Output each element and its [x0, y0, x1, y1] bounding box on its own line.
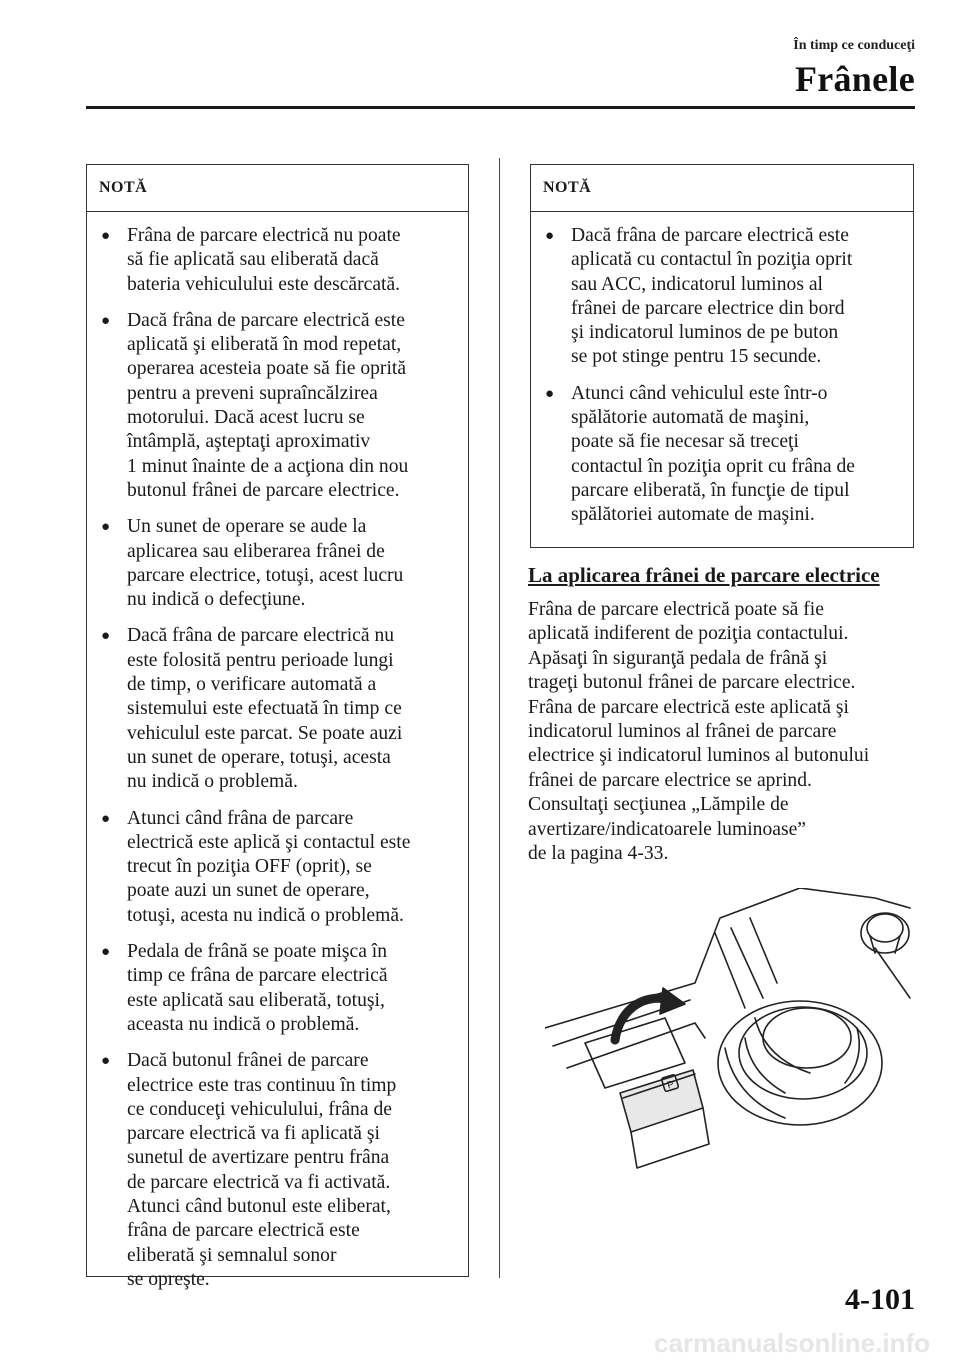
section-title: La aplicarea frânei de parcare electrice — [528, 563, 880, 587]
note-item-text: Dacă frâna de parcare electrică nu este folosită pentru perioade lungi de timp, o verificare automată a sistemului este efectuată în timp ce vehiculul este parcat. Se poate auzi un sunet de operare, totuşi, acesta nu indică o problemă. — [127, 625, 403, 793]
note-item-text: Dacă butonul frânei de parcare electrice este tras continuu în timp ce conduceţi vehiculului, frâna de parcare electrică va fi aplicată şi sunetul de avertizare pentru frâna de parcare electrică va fi activată. Atunci când butonul este eliberat, frâna de parcare electrică este eliberată şi semnalul sonor se opreşte. — [127, 1050, 397, 1290]
page-title: Frânele — [794, 59, 915, 99]
note-item-text: Pedala de frână se poate mişca în timp ce frâna de parcare electrică este aplicată sau eliberată, totuşi, aceasta nu indică o problemă. — [127, 941, 388, 1035]
note-heading: NOTĂ — [531, 165, 913, 212]
note-item-text: Atunci când frâna de parcare electrică este aplică şi contactul este trecut în poziţia OFF (oprit), se poate auzi un sunet de operare, totuşi, acesta nu indică o problemă. — [127, 807, 411, 926]
bullet-icon: ● — [545, 385, 555, 402]
note-box-left — [86, 164, 469, 1290]
bullet-icon: ● — [101, 312, 111, 329]
header-subtitle: În timp ce conduceţi — [793, 38, 915, 53]
note-box-right — [530, 164, 914, 548]
bullet-icon: ● — [101, 810, 111, 827]
bullet-icon: ● — [545, 228, 555, 244]
note-item-text: Atunci când vehiculul este într-o spălătorie automată de maşini, poate să fie necesar să treceţi contactul în poziţia oprit cu frâna de parcare eliberată, în funcţie de tipul spălătoriei automate de maşini. — [571, 382, 855, 526]
bullet-icon: ● — [101, 228, 111, 244]
note-item — [99, 940, 454, 1037]
bullet-icon: ● — [101, 519, 111, 536]
note-item — [99, 515, 454, 612]
note-item-text: Frâna de parcare electrică nu poate să fie aplicată sau eliberată dacă bateria vehiculului este descărcată. — [127, 225, 401, 295]
note-heading: NOTĂ — [87, 165, 468, 212]
watermark: carmanualsonline.info — [654, 1328, 930, 1358]
section-paragraph: Frâna de parcare electrică poate să fie aplicată indiferent de poziţia contactului. Apăsaţi în siguranţă pedala de frână şi trageţi butonul frânei de parcare electrice. Frâna de parcare electrică este aplicată şi indicatorul luminos al frânei de parcare electrice şi indicatorul luminos al butonului frânei de parcare electrice se aprind. Consultaţi secţiunea „Lămpile de avertizare/indicatoarele luminoase” de la pagina 4-33. — [528, 599, 870, 865]
note-item — [99, 1049, 454, 1292]
note-item-text: Un sunet de operare se aude la aplicarea sau eliberarea frânei de parcare electrice, totuşi, acest lucru nu indică o defecţiune. — [127, 516, 404, 611]
page-number: 4-101 — [845, 1283, 915, 1316]
note-item — [543, 224, 899, 370]
note-item-text: Dacă frâna de parcare electrică este aplicată şi eliberată în mod repetat, operarea acesteia poate să fie oprită pentru a preveni supraîncălzirea motorului. Dacă acest lucru se întâmplă, aşteptaţi aproximativ 1 minut înainte de a acţiona din nou butonul frânei de parcare electrice. — [127, 309, 409, 501]
header-rule — [86, 106, 915, 109]
parking-symbol-text: P — [665, 1079, 676, 1092]
note-item — [99, 624, 454, 794]
bullet-icon: ● — [101, 1053, 111, 1070]
note-item — [99, 309, 454, 503]
note-item — [99, 224, 454, 297]
note-item — [99, 807, 454, 928]
column-divider — [499, 158, 500, 1278]
bullet-icon: ● — [101, 628, 111, 645]
note-list — [87, 212, 468, 1292]
parking-brake-illustration — [545, 888, 915, 1178]
note-list — [531, 212, 913, 528]
note-item-text: Dacă frâna de parcare electrică este aplicată cu contactul în poziţia oprit sau ACC, indicatorul luminos al frânei de parcare electrice din bord şi indicatorul luminos de pe buton se pot stinge pentru 15 secunde. — [571, 225, 853, 368]
bullet-icon: ● — [101, 944, 111, 961]
note-item — [543, 382, 899, 528]
